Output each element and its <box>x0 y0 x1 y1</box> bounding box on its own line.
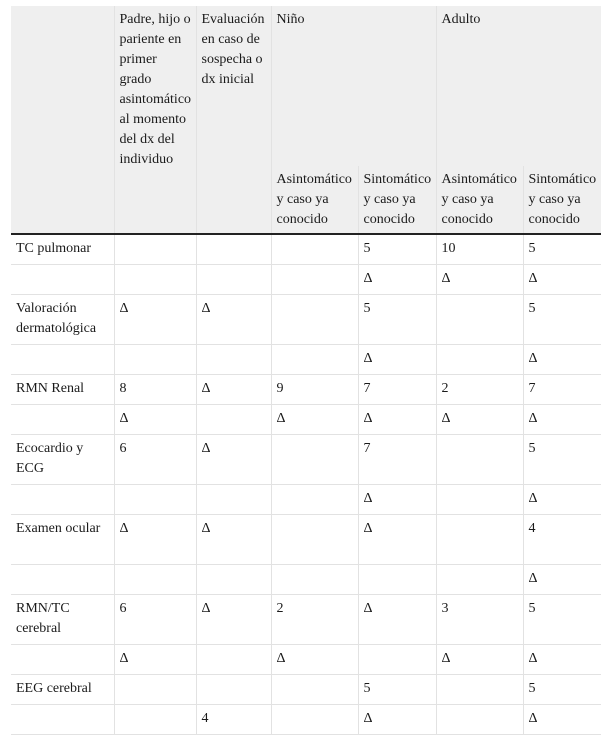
header-child-symptomatic: Sintomático y caso ya conocido <box>358 166 436 234</box>
table-cell <box>196 405 271 435</box>
table-header <box>11 6 601 234</box>
table-row <box>11 435 601 485</box>
table-cell: 9 <box>271 375 358 405</box>
table-cell: 4 <box>523 515 601 565</box>
table-cell: Δ <box>114 405 196 435</box>
header-child-asymptomatic: Asintomático y caso ya conocido <box>271 166 358 234</box>
table-cell <box>271 565 358 595</box>
row-label: RMN Renal <box>11 375 114 405</box>
table-row <box>11 565 601 595</box>
table-cell: Δ <box>196 515 271 565</box>
table-cell: 7 <box>523 375 601 405</box>
row-label <box>11 345 114 375</box>
table-cell: Δ <box>114 645 196 675</box>
table-cell <box>196 234 271 265</box>
table-cell: Δ <box>523 405 601 435</box>
table-cell: 8 <box>114 375 196 405</box>
table-row <box>11 345 601 375</box>
table-cell: Δ <box>358 345 436 375</box>
row-label: EEG cerebral <box>11 675 114 705</box>
row-label: TC pulmonar <box>11 234 114 265</box>
table-cell: Δ <box>523 345 601 375</box>
table-cell: 2 <box>271 595 358 645</box>
surveillance-table <box>11 6 601 735</box>
table-row <box>11 265 601 295</box>
table-cell: Δ <box>114 515 196 565</box>
table-cell: Δ <box>523 645 601 675</box>
table-cell <box>436 345 523 375</box>
table-cell <box>114 705 196 735</box>
table-cell: Δ <box>436 265 523 295</box>
table-cell: Δ <box>358 265 436 295</box>
table-cell: 10 <box>436 234 523 265</box>
row-label <box>11 265 114 295</box>
table-cell <box>271 435 358 485</box>
row-label <box>11 645 114 675</box>
row-label: Ecocardio y ECG <box>11 435 114 485</box>
row-label <box>11 405 114 435</box>
table-cell: 2 <box>436 375 523 405</box>
table-cell: Δ <box>436 405 523 435</box>
table-row <box>11 675 601 705</box>
table-cell <box>436 705 523 735</box>
table-cell: Δ <box>523 565 601 595</box>
table-cell <box>436 675 523 705</box>
table-cell: Δ <box>196 295 271 345</box>
table-cell <box>114 565 196 595</box>
table-cell <box>196 345 271 375</box>
table-cell <box>271 515 358 565</box>
table-cell <box>196 265 271 295</box>
table-cell <box>196 675 271 705</box>
table-cell <box>358 645 436 675</box>
table-cell: Δ <box>114 295 196 345</box>
table-cell <box>436 485 523 515</box>
table-cell: Δ <box>358 705 436 735</box>
table-cell: 4 <box>196 705 271 735</box>
table-cell: 7 <box>358 435 436 485</box>
table-cell: 5 <box>358 675 436 705</box>
table-cell <box>436 515 523 565</box>
row-label <box>11 485 114 515</box>
header-corner-lower <box>11 166 114 234</box>
table-cell: 5 <box>358 234 436 265</box>
table-cell: 6 <box>114 435 196 485</box>
table-cell <box>196 645 271 675</box>
table-cell: 3 <box>436 595 523 645</box>
table-cell <box>436 295 523 345</box>
table-row <box>11 705 601 735</box>
table-row <box>11 295 601 345</box>
table-cell <box>358 565 436 595</box>
table-row <box>11 485 601 515</box>
row-label <box>11 565 114 595</box>
table-cell <box>196 565 271 595</box>
table-cell: Δ <box>196 595 271 645</box>
row-label <box>11 705 114 735</box>
header-parent: Padre, hijo o pariente en primer grado asintomático al momento del dx del individuo <box>114 6 196 234</box>
table-cell <box>271 234 358 265</box>
table-cell <box>271 705 358 735</box>
table-cell: Δ <box>271 405 358 435</box>
table-cell <box>271 485 358 515</box>
table-cell: Δ <box>271 645 358 675</box>
table-cell <box>271 295 358 345</box>
table-row <box>11 375 601 405</box>
table-cell: Δ <box>523 485 601 515</box>
header-corner <box>11 6 114 166</box>
table-cell <box>271 265 358 295</box>
row-label: RMN/TC cerebral <box>11 595 114 645</box>
table-cell <box>114 265 196 295</box>
table-row <box>11 645 601 675</box>
table-cell: 5 <box>523 234 601 265</box>
table-cell: Δ <box>196 375 271 405</box>
table-cell: Δ <box>358 595 436 645</box>
row-label: Valoración dermatológica <box>11 295 114 345</box>
table-cell: Δ <box>358 485 436 515</box>
table-body <box>11 234 601 735</box>
table-cell: 5 <box>523 435 601 485</box>
table-cell: Δ <box>196 435 271 485</box>
table-row <box>11 405 601 435</box>
table-cell: 5 <box>523 595 601 645</box>
table-row <box>11 234 601 265</box>
table-cell: Δ <box>523 265 601 295</box>
table-cell: Δ <box>523 705 601 735</box>
table-cell: 5 <box>358 295 436 345</box>
table-cell: 7 <box>358 375 436 405</box>
table-cell <box>436 565 523 595</box>
table-cell: Δ <box>358 515 436 565</box>
table-cell: 6 <box>114 595 196 645</box>
header-group-child: Niño <box>271 6 436 166</box>
table-cell <box>196 485 271 515</box>
header-adult-asymptomatic: Asintomático y caso ya conocido <box>436 166 523 234</box>
table-cell <box>114 234 196 265</box>
table-cell <box>114 675 196 705</box>
row-label: Examen ocular <box>11 515 114 565</box>
table-cell: Δ <box>436 645 523 675</box>
header-adult-symptomatic: Sintomático y caso ya conocido <box>523 166 601 234</box>
table-cell: 5 <box>523 675 601 705</box>
table-cell <box>114 345 196 375</box>
table-cell <box>114 485 196 515</box>
table-cell: 5 <box>523 295 601 345</box>
table-cell <box>271 675 358 705</box>
table-row <box>11 515 601 565</box>
table-cell <box>436 435 523 485</box>
table-cell <box>271 345 358 375</box>
table-row <box>11 595 601 645</box>
table-cell: Δ <box>358 405 436 435</box>
header-evaluation: Evaluación en caso de sospecha o dx inicial <box>196 6 271 234</box>
header-group-adult: Adulto <box>436 6 601 166</box>
